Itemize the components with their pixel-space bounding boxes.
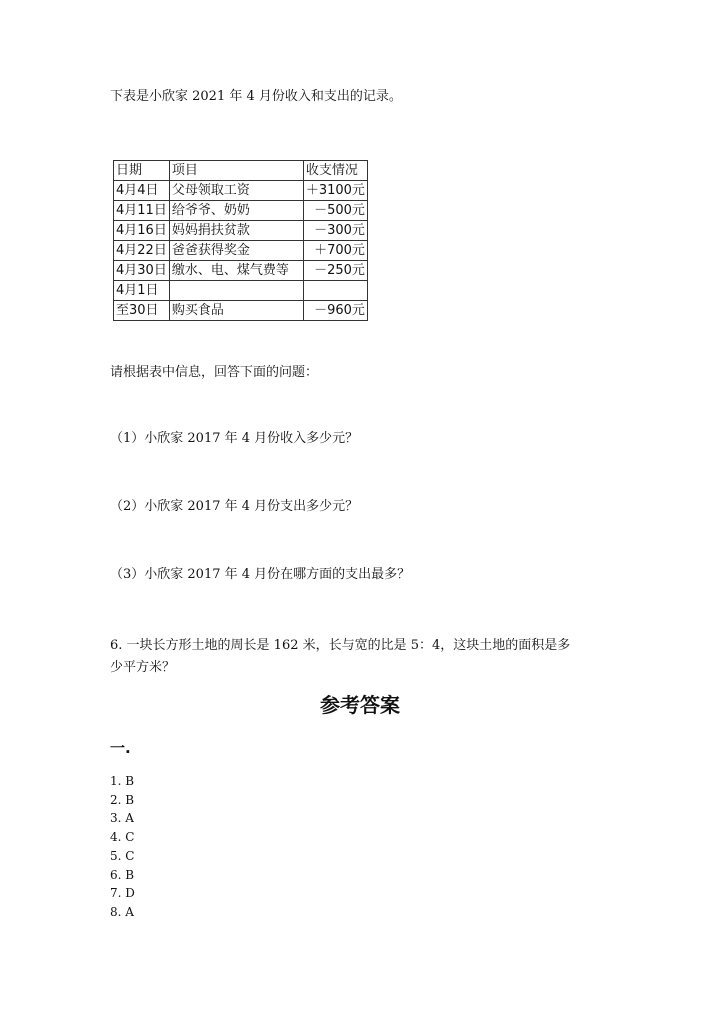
- table-row: [114, 201, 368, 221]
- header-item: 项目: [169, 161, 303, 181]
- cell-amount: －250元: [303, 261, 367, 281]
- table-row: [114, 181, 368, 201]
- question-2: （2）小欣家 2017 年 4 月份支出多少元？: [110, 499, 359, 514]
- table-row: [114, 301, 368, 321]
- list-item: 8. A: [110, 904, 134, 919]
- list-item: 6. B: [110, 867, 135, 882]
- record-table-container: [113, 160, 368, 321]
- cell-date: 4月30日: [114, 261, 170, 281]
- cell-item: 妈妈捐扶贫款: [169, 221, 303, 241]
- question-prompt: 请根据表中信息，回答下面的问题：: [110, 365, 319, 380]
- cell-amount: －500元: [303, 201, 367, 221]
- list-item: 1. B: [110, 774, 135, 788]
- cell-date: 4月22日: [114, 241, 170, 261]
- answer-list: [110, 772, 135, 922]
- cell-amount: －960元: [303, 301, 367, 321]
- header-amount: 收支情况: [303, 161, 367, 181]
- cell-amount: ＋700元: [303, 241, 367, 261]
- cell-amount: －300元: [303, 221, 367, 241]
- cell-date: 至30日: [114, 301, 170, 321]
- cell-item: 给爷爷、奶奶: [169, 201, 303, 221]
- intro-text: 下表是小欣家 2021 年 4 月份收入和支出的记录。: [110, 89, 402, 104]
- answer-key-title: 参考答案: [320, 693, 400, 717]
- question-6-line-2: 少平方米？: [110, 660, 176, 675]
- table-row: [114, 221, 368, 241]
- cell-item: [169, 281, 303, 301]
- cell-date: 4月4日: [114, 181, 170, 201]
- section-heading: 一.: [110, 739, 131, 757]
- cell-item: 爸爸获得奖金: [169, 241, 303, 261]
- list-item: 5. C: [110, 848, 135, 863]
- cell-item: 缴水、电、煤气费等: [169, 261, 303, 281]
- table-row: [114, 261, 368, 281]
- header-date: 日期: [114, 161, 170, 181]
- cell-date: 4月11日: [114, 201, 170, 221]
- list-item: 7. D: [110, 886, 135, 901]
- question-6-line-1: 6. 一块长方形土地的周长是 162 米，长与宽的比是 5：4，这块土地的面积是多: [110, 638, 571, 653]
- cell-item: 父母领取工资: [169, 181, 303, 201]
- income-expense-table: [113, 160, 368, 321]
- table-header-row: [114, 161, 368, 181]
- question-3: （3）小欣家 2017 年 4 月份在哪方面的支出最多？: [110, 567, 411, 582]
- question-1: （1）小欣家 2017 年 4 月份收入多少元？: [110, 431, 359, 446]
- cell-item: 购买食品: [169, 301, 303, 321]
- cell-date: 4月1日: [114, 281, 170, 301]
- cell-amount: [303, 281, 367, 301]
- list-item: 4. C: [110, 830, 135, 845]
- cell-date: 4月16日: [114, 221, 170, 241]
- cell-amount: ＋3100元: [303, 181, 367, 201]
- table-row: [114, 241, 368, 261]
- list-item: 2. B: [110, 792, 135, 807]
- list-item: 3. A: [110, 811, 134, 826]
- table-row: [114, 281, 368, 301]
